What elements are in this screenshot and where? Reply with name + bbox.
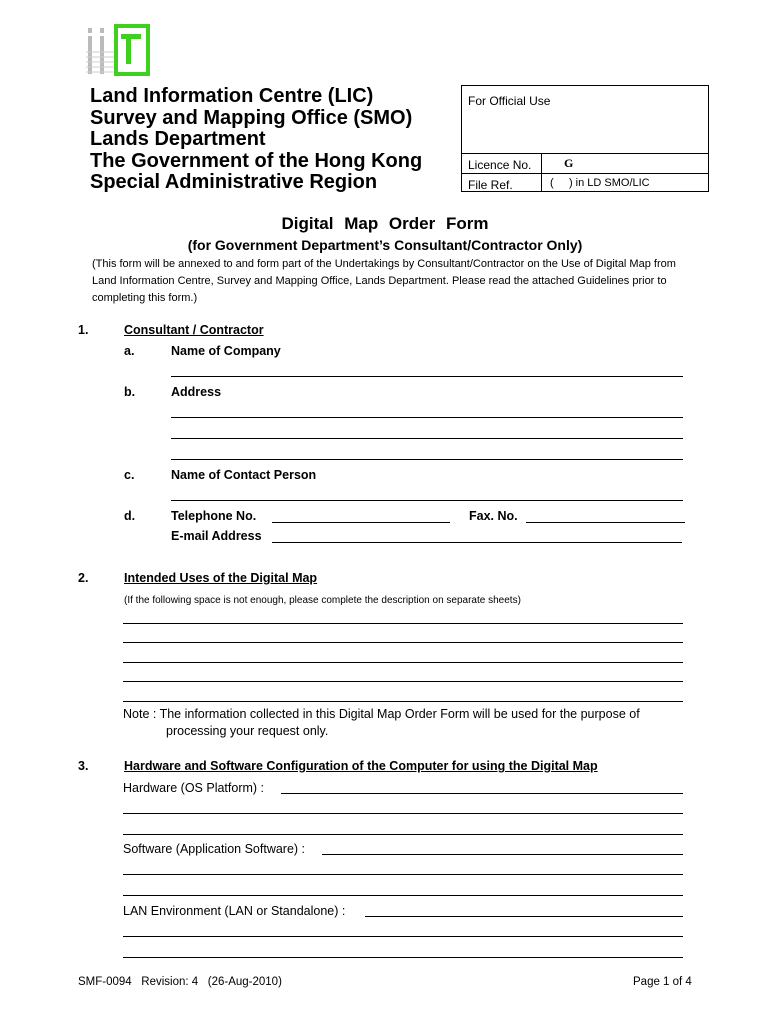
org-line: Lands Department — [90, 128, 266, 151]
item-d-letter: d. — [124, 509, 136, 523]
fax-input[interactable] — [526, 522, 685, 523]
email-input[interactable] — [272, 542, 682, 543]
hardware-input[interactable] — [281, 793, 683, 794]
section-2-hint: (If the following space is not enough, please complete the description on separate sheets) — [124, 595, 521, 606]
hardware-label: Hardware (OS Platform) : — [123, 781, 265, 795]
box-column-divider — [541, 153, 542, 191]
note-line-1: Note : The information collected in this Digital Map Order Form will be used for the purpose of — [123, 707, 640, 721]
org-line: Land Information Centre (LIC) — [90, 85, 374, 107]
section-1-heading: Consultant / Contractor — [124, 323, 264, 337]
lan-input-line-2[interactable] — [123, 936, 683, 937]
section-3-heading: Hardware and Software Configuration of the Computer for using the Digital Map — [124, 759, 598, 773]
address-input-line-1[interactable] — [171, 417, 683, 418]
address-input-line-2[interactable] — [171, 438, 683, 439]
section-1-number: 1. — [78, 323, 89, 337]
box-divider — [462, 173, 708, 174]
logo-i1-dot — [88, 28, 92, 33]
licence-no-field[interactable]: G — [564, 156, 574, 170]
intended-uses-line-1[interactable] — [123, 623, 683, 624]
email-label: E-mail Address — [171, 529, 262, 543]
privacy-note — [123, 706, 693, 740]
item-c-letter: c. — [124, 468, 135, 482]
logo-green-c — [116, 26, 148, 74]
contact-person-input[interactable] — [171, 500, 683, 501]
licence-no-label: Licence No. — [468, 158, 532, 172]
lic-logo — [86, 22, 150, 78]
page-number: Page 1 of 4 — [633, 976, 692, 988]
file-ref-field[interactable]: ( ) in LD SMO/LIC — [550, 177, 650, 189]
company-name-label: Name of Company — [171, 344, 281, 358]
section-2-heading: Intended Uses of the Digital Map — [124, 571, 318, 585]
address-label: Address — [171, 385, 222, 399]
form-title: Digital Map Order Form — [281, 214, 489, 233]
org-line: Survey and Mapping Office (SMO) — [90, 106, 413, 129]
software-input-line-3[interactable] — [123, 895, 683, 896]
company-name-input[interactable] — [171, 376, 683, 377]
form-intro: (This form will be annexed to and form part of the Undertakings by Consultant/Contractor on the Use of Digital Map from Land Information Centre, Survey and Mapping Office, Lands Department. Please read the attached Guidelines prior to completing this form.) — [92, 258, 676, 304]
hardware-input-line-2[interactable] — [123, 813, 683, 814]
org-line: The Government of the Hong Kong — [90, 149, 423, 172]
intended-uses-line-3[interactable] — [123, 662, 683, 663]
hardware-input-line-3[interactable] — [123, 834, 683, 835]
note-line-2: processing your request only. — [166, 724, 329, 738]
contact-person-label: Name of Contact Person — [171, 468, 317, 482]
lan-label: LAN Environment (LAN or Standalone) : — [123, 904, 346, 918]
org-line: Special Administrative Region — [90, 171, 378, 194]
official-use-box — [461, 85, 709, 192]
file-ref-label: File Ref. — [468, 178, 513, 192]
software-label: Software (Application Software) : — [123, 842, 306, 856]
lan-input[interactable] — [365, 916, 683, 917]
official-use-label: For Official Use — [468, 94, 551, 108]
telephone-input[interactable] — [272, 522, 450, 523]
organisation-heading — [90, 86, 422, 194]
logo-green-t — [126, 36, 131, 64]
form-subtitle: (for Government Department’s Consultant/Contractor Only) — [187, 237, 583, 253]
logo-i1-bar — [88, 36, 92, 74]
intended-uses-line-4[interactable] — [123, 681, 683, 682]
software-input[interactable] — [322, 854, 683, 855]
intended-uses-line-5[interactable] — [123, 701, 683, 702]
item-a-letter: a. — [124, 344, 135, 358]
software-input-line-2[interactable] — [123, 874, 683, 875]
telephone-label: Telephone No. — [171, 509, 257, 523]
form-reference: SMF-0094 Revision: 4 (26-Aug-2010) — [78, 976, 282, 988]
logo-i2-bar — [100, 36, 104, 74]
fax-label: Fax. No. — [469, 509, 518, 523]
section-2-number: 2. — [78, 571, 89, 585]
intended-uses-line-2[interactable] — [123, 642, 683, 643]
logo-green-t-top — [121, 34, 141, 39]
box-divider — [462, 153, 708, 154]
section-3-number: 3. — [78, 759, 89, 773]
lan-input-line-3[interactable] — [123, 957, 683, 958]
logo-i2-dot — [100, 28, 104, 33]
address-input-line-3[interactable] — [171, 459, 683, 460]
item-b-letter: b. — [124, 385, 136, 399]
